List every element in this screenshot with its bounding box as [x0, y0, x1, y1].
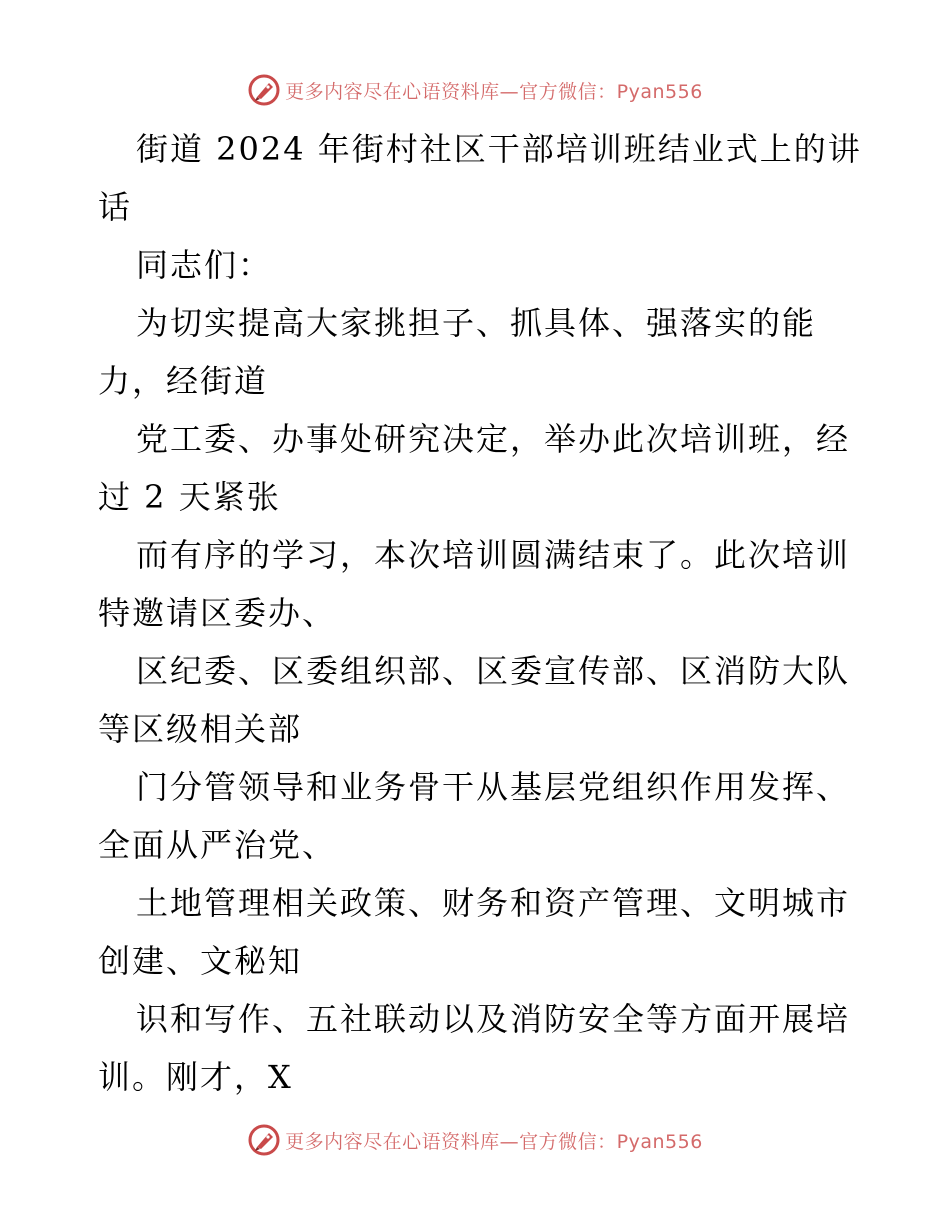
banner-text: 更多内容尽在心语资料库—官方微信：Pyan556 — [285, 80, 703, 103]
text-line: 训。刚才，X — [98, 1058, 293, 1096]
pen-nib-logo-icon — [247, 1123, 281, 1157]
text-line: 门分管领导和业务骨干从基层党组织作用发挥、 — [136, 768, 851, 806]
text-line: 创建、文秘知 — [98, 942, 303, 980]
pen-nib-logo-icon — [247, 73, 281, 107]
footer-banner — [0, 1120, 950, 1160]
text-line: 等区级相关部 — [98, 710, 303, 748]
text-line: 区纪委、区委组织部、区委宣传部、区消防大队 — [136, 652, 851, 690]
text-line: 为切实提高大家挑担子、抓具体、强落实的能 — [136, 304, 817, 342]
text-line: 土地管理相关政策、财务和资产管理、文明城市 — [136, 884, 851, 922]
text-line: 而有序的学习，本次培训圆满结束了。此次培训 — [136, 536, 851, 574]
document-body — [98, 120, 862, 1106]
text-line: 党工委、办事处研究决定，举办此次培训班，经 — [136, 420, 851, 458]
banner-text: 更多内容尽在心语资料库—官方微信：Pyan556 — [285, 1130, 703, 1153]
text-line: 特邀请区委办、 — [98, 594, 337, 632]
header-banner — [0, 70, 950, 110]
text-line: 过 2 天紧张 — [98, 478, 281, 516]
text-line: 同志们： — [136, 246, 273, 284]
text-line: 识和写作、五社联动以及消防安全等方面开展培 — [136, 1000, 851, 1038]
text-line: 力，经街道 — [98, 362, 269, 400]
text-line: 话 — [98, 188, 133, 226]
text-line: 全面从严治党、 — [98, 826, 337, 864]
text-line: 街道 2024 年街村社区干部培训班结业式上的讲 — [136, 130, 862, 168]
